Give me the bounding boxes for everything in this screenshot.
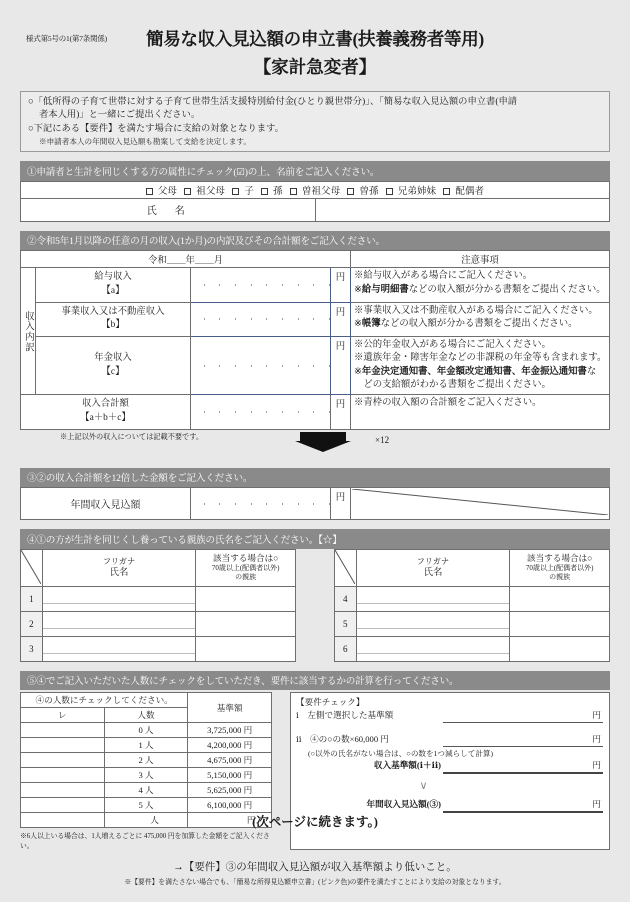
count-5: 5 人 [104, 798, 188, 813]
count-col-header: 人数 [104, 708, 188, 723]
corner-slash-left [21, 549, 43, 586]
name-input[interactable] [315, 198, 610, 221]
note-line: どの支給額がわかる書類をご提出ください。 [354, 379, 551, 390]
note-line: ※青枠の収入額の合計額をご記入ください。 [354, 398, 542, 409]
dependent-cond-input-3[interactable] [196, 636, 296, 661]
row-checkbox-4[interactable] [21, 783, 105, 798]
notice-line-2: ○下記にある【要件】を満たす場合に支給の対象となります。 [28, 123, 284, 134]
attribute-cells [21, 181, 610, 198]
yen-label: 円 [331, 395, 351, 429]
income-name: 事業収入又は不動産収入 [61, 306, 165, 317]
slash-icon [335, 550, 355, 584]
attr-label-2: 子 [244, 185, 254, 197]
table-row [21, 723, 272, 738]
requirement-footnote: ※【要件】を満たさない場合でも、「簡易な所得見込額申立書」(ピンク色)の要件を満たすことにより支給の対象となります。 [124, 879, 506, 887]
income-breakdown-table [20, 250, 610, 429]
notice-line-1b: 者本人用)」と一緒にご提出ください。 [39, 110, 201, 121]
requirement-summary: →【要件】③の年間収入見込額が収入基準額より低いこと。 [173, 862, 457, 874]
row-checkbox-3[interactable] [21, 768, 105, 783]
diagonal-strike-cell [351, 488, 610, 520]
count-6[interactable]: 人 [104, 813, 188, 828]
page-header [0, 0, 630, 79]
dependent-cond-input-4[interactable] [510, 586, 610, 611]
amount-5: 6,100,000 円 [188, 798, 272, 813]
name-label: 氏名 [109, 567, 129, 578]
income-name: 年金収入 [94, 352, 132, 363]
attr-chk-2[interactable] [232, 186, 254, 197]
income-label-business [36, 302, 191, 336]
requirement-sum-value[interactable] [443, 759, 603, 774]
count-0: 0 人 [104, 723, 188, 738]
income-under-note: ※上記以外の収入については記載不要です。 [60, 432, 204, 441]
dependent-name-input-4[interactable] [356, 586, 510, 611]
cond-line-1: 該当する場合は○ [213, 552, 279, 563]
amount-6[interactable]: 円 [188, 813, 272, 828]
amount-1: 4,200,000 円 [188, 738, 272, 753]
requirement-annual-value[interactable] [443, 798, 603, 813]
income-name: 収入合計額 [82, 399, 129, 410]
notice-box [20, 91, 610, 152]
yen-label: 円 [592, 733, 601, 744]
name-label: 氏 名 [21, 198, 316, 221]
income-code: 【a＋b＋c】 [80, 412, 131, 423]
attr-chk-5[interactable] [347, 186, 378, 197]
dependent-name-input-1[interactable] [42, 586, 196, 611]
income-breakdown-vertical-label: 収入内訳 [21, 268, 36, 395]
name-row [21, 198, 610, 221]
income-label-pension [36, 336, 191, 394]
section-3 [20, 468, 610, 521]
income-notes-total [351, 395, 610, 429]
amount-0: 3,725,000 円 [188, 723, 272, 738]
income-digits-business[interactable] [191, 302, 331, 336]
cond-line-2: 70歳以上(配偶者以外) [211, 564, 280, 573]
income-digits-salary[interactable] [191, 268, 331, 302]
checkbox-icon[interactable] [184, 188, 191, 195]
furigana-label: フリガナ [102, 556, 136, 566]
income-label-total [21, 395, 191, 429]
name-label: 氏名 [423, 567, 443, 578]
cond-line-3: の親族 [549, 573, 571, 582]
checkbox-icon[interactable] [261, 188, 268, 195]
attr-label-6: 兄弟姉妹 [397, 185, 437, 197]
checkbox-icon[interactable] [443, 188, 450, 195]
dependent-cond-input-1[interactable] [196, 586, 296, 611]
dependent-name-input-3[interactable] [42, 636, 196, 661]
income-table-header [21, 251, 610, 268]
furigana-label: フリガナ [416, 556, 450, 566]
slash-icon [21, 550, 41, 584]
annual-income-row [21, 488, 610, 520]
income-notes-pension [351, 336, 610, 394]
section-4-bar: ④①の方が生計を同じくし養っている親族の氏名をご記入ください。【☆】 [20, 529, 610, 549]
note-line: ※公的年金収入がある場合にご記入ください。 [354, 339, 551, 350]
note-line: ※事業収入又は不動産収入がある場合にご記入ください。 [354, 305, 598, 316]
corner-slash-right [334, 549, 356, 586]
section-2-bar: ②令和5年1月以降の任意の月の収入(1か月)の内訳及びその合計額をご記入ください。 [20, 231, 610, 251]
dependent-name-input-2[interactable] [42, 611, 196, 636]
notice-line-1: ○「低所得の子育て世帯に対する子育て世帯生活支援特別給付金(ひとり親世帯分)」、「簡易な収入見込額の申立書(申請 [28, 97, 518, 107]
amount-header: 基準額 [188, 693, 272, 723]
row-number-3: 3 [21, 636, 43, 661]
row-checkbox-1[interactable] [21, 738, 105, 753]
amount-2: 4,675,000 円 [188, 753, 272, 768]
yen-label: 円 [592, 798, 601, 809]
attr-chk-6[interactable] [386, 186, 436, 197]
income-notes-salary [351, 268, 610, 302]
page-title: 簡易な収入見込額の申立書(扶養義務者等用) [146, 29, 484, 49]
requirement-annual-label: 年間収入見込額(③) [366, 798, 441, 809]
check-count-header: ④の人数にチェックしてください。 [21, 693, 188, 708]
yen-label: 円 [331, 488, 351, 520]
note-line: ※給与明細書などの収入額が分かる書類をご提出ください。 [354, 284, 606, 295]
section-2 [20, 231, 610, 442]
note-line: ※遺族年金・障害年金などの非課税の年金等も含まれます。 [354, 353, 607, 364]
period-header: 令和＿＿年＿＿月 [21, 251, 351, 268]
cond-line-2: 70歳以上(配偶者以外) [525, 564, 594, 573]
dependents-header-row [21, 549, 610, 586]
table-row [21, 738, 272, 753]
row-checkbox-0[interactable] [21, 723, 105, 738]
attr-chk-7[interactable] [443, 186, 484, 197]
requirement-i-label: ⅰ 左側で選択した基準額 [296, 709, 394, 720]
requirement-i-value[interactable] [443, 709, 603, 723]
attribute-row [21, 181, 610, 198]
checkbox-icon[interactable] [146, 188, 153, 195]
requirement-ii-value[interactable] [443, 733, 603, 747]
section-3-bar: ③②の収入合計額を12倍した金額をご記入ください。 [20, 468, 610, 488]
attr-label-5: 曽孫 [359, 185, 379, 197]
check-col-header: レ [21, 708, 105, 723]
amount-4: 5,625,000 円 [188, 783, 272, 798]
dependents-cond-header-left [196, 549, 296, 586]
income-row-salary [21, 268, 610, 302]
section-4 [20, 529, 610, 662]
attr-label-4: 曽祖父母 [301, 185, 341, 197]
cond-line-3: の親族 [235, 573, 257, 582]
row-checkbox-2[interactable] [21, 753, 105, 768]
diagonal-line-icon [352, 489, 608, 515]
income-label-salary [36, 268, 191, 302]
annual-income-label: 年間収入見込額 [21, 488, 191, 520]
section-1-table [20, 181, 610, 222]
table-gap [295, 549, 334, 661]
notes-header: 注意事項 [351, 251, 610, 268]
attr-label-7: 配偶者 [455, 185, 485, 197]
income-digits-total[interactable] [191, 395, 331, 429]
requirement-i-row [296, 709, 603, 724]
income-notes-business [351, 302, 610, 336]
page-subtitle: 【家計急変者】 [253, 57, 377, 77]
annual-income-table [20, 487, 610, 520]
income-row-total [21, 395, 610, 429]
standard-amount-note: ※6人以上いる場合は、1人増えるごとに 475,000 円を加算した金額をご記入ください。 [20, 833, 270, 851]
dependent-cond-input-2[interactable] [196, 611, 296, 636]
row-checkbox-5[interactable] [21, 798, 105, 813]
annual-income-digits[interactable] [191, 488, 331, 520]
dependent-cond-input-5[interactable] [510, 611, 610, 636]
requirement-ii-label: ⅱ ④の○の数×60,000 円 [296, 733, 389, 744]
table-row [21, 783, 272, 798]
income-row-business [21, 302, 610, 336]
section-1-bar: ①申請者と生計を同じくする方の属性にチェック(☑)の上、名前をご記入ください。 [20, 161, 610, 181]
checkbox-icon[interactable] [386, 188, 393, 195]
income-code: 【a】 [101, 286, 125, 297]
note-line: ※給与収入がある場合にご記入ください。 [354, 271, 533, 282]
yen-label: 円 [331, 268, 351, 302]
requirement-ii-row [296, 733, 603, 748]
row-number-2: 2 [21, 611, 43, 636]
count-1: 1 人 [104, 738, 188, 753]
dependent-name-input-5[interactable] [356, 611, 510, 636]
count-3: 3 人 [104, 768, 188, 783]
table-row [21, 798, 272, 813]
standard-amount-header [21, 693, 272, 708]
count-4: 4 人 [104, 783, 188, 798]
count-2: 2 人 [104, 753, 188, 768]
notice-line-3: ※申請者本人の年間収入見込額も勘案して支給を決定します。 [39, 137, 252, 147]
attr-chk-0[interactable] [146, 186, 177, 197]
dependent-cond-input-6[interactable] [510, 636, 610, 661]
requirement-check-content [296, 696, 603, 814]
yen-label: 円 [331, 302, 351, 336]
continued-notice: (次ページに続きます。) [252, 815, 378, 829]
note-line: ※帳簿などの収入額が分かる書類をご提出ください。 [354, 319, 578, 329]
income-name: 給与収入 [94, 272, 132, 283]
yen-label: 円 [592, 709, 601, 720]
income-digits-pension[interactable] [191, 336, 331, 394]
table-row [21, 753, 272, 768]
section-1 [20, 161, 610, 222]
requirement-sum-label: 収入基準額(ⅰ＋ⅱ) [373, 760, 441, 771]
section-5-bar: ⑤④でご記入いただいた人数にチェックをしていただき、要件に該当するかの計算を行ってください。 [20, 671, 610, 691]
attr-chk-3[interactable] [261, 186, 283, 197]
multiplier-label: ×12 [375, 434, 390, 445]
attr-label-0: 父母 [157, 185, 178, 197]
checkbox-icon[interactable] [347, 188, 354, 195]
requirement-sum-row [296, 759, 603, 775]
yen-label: 円 [592, 760, 601, 771]
attr-label-3: 孫 [273, 185, 283, 197]
standard-amount-table [20, 692, 272, 828]
attr-chk-4[interactable] [290, 186, 340, 197]
dependents-cond-header-right [510, 549, 610, 586]
income-code: 【b】 [101, 320, 125, 331]
checkbox-icon[interactable] [290, 188, 297, 195]
checkbox-icon[interactable] [232, 188, 239, 195]
attr-label-1: 祖父母 [196, 185, 226, 197]
requirement-title: 【要件チェック】 [296, 697, 365, 708]
dependents-table [20, 549, 610, 662]
income-code: 【c】 [101, 366, 125, 377]
attr-chk-1[interactable] [184, 186, 225, 197]
dependent-name-input-6[interactable] [356, 636, 510, 661]
table-row [21, 768, 272, 783]
form-number: 様式第5号の1(第7条関係) [26, 34, 107, 43]
yen-label: 円 [331, 336, 351, 394]
requirement-ii-note: (○以外の氏名がない場合は、○の数を1つ減らして計算) [308, 748, 494, 758]
row-number-4: 4 [334, 586, 356, 611]
row-number-6: 6 [334, 636, 356, 661]
dependents-name-header-right [356, 549, 510, 586]
note-line: ※年金決定通知書、年金額改定通知書、年金振込通知書な [354, 366, 597, 377]
cond-line-1: 該当する場合は○ [526, 552, 593, 563]
row-number-5: 5 [334, 611, 356, 636]
greater-than-symbol: ∨ [419, 780, 428, 793]
dependents-name-header-left [42, 549, 196, 586]
amount-3: 5,150,000 円 [188, 768, 272, 783]
income-row-pension [21, 336, 610, 394]
row-number-1: 1 [21, 586, 43, 611]
